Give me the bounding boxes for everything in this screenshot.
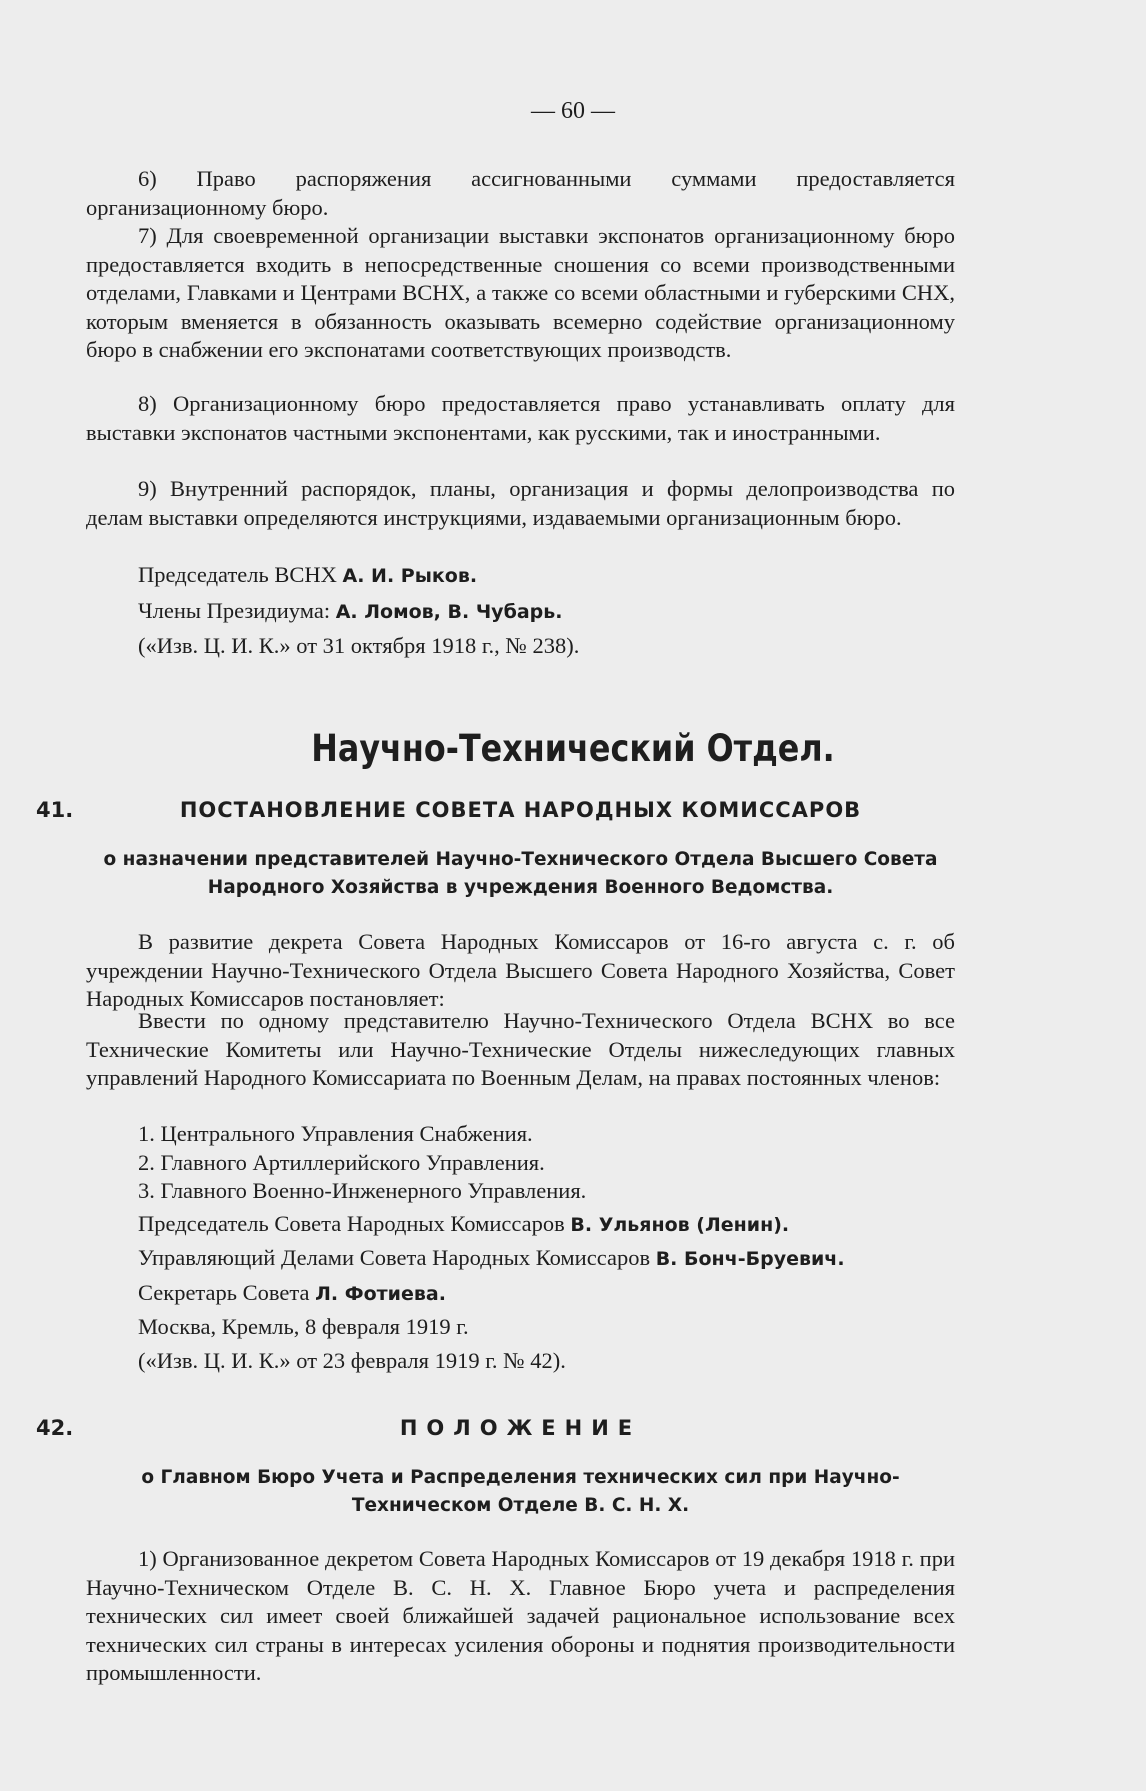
- signature-chair: [138, 561, 477, 590]
- doc41-chair-label: Председатель Совета Народных Комиссаров: [138, 1211, 565, 1236]
- signature-members-names: А. Ломов, В. Чубарь.: [335, 601, 563, 623]
- doc41-signature-secretary: [138, 1279, 446, 1308]
- doc42-number: 42.: [36, 1416, 74, 1440]
- doc41-chair-name: В. Ульянов (Ленин).: [570, 1214, 790, 1236]
- clause-7: 7) Для своевременной организации выставки экспонатов организационному бюро предоставляется входить в непосредственные сношения со всеми производственными отделами, Главками и Центрами ВСНХ, а также со всеми областными и губерскими СНХ, которым вменяется в обязанность оказывать всемерно содействие организационному бюро в снабжении его экспонатами соответствующих производств.: [86, 223, 955, 362]
- doc41-item-1: 1. Центрального Управления Снабжения.: [138, 1121, 533, 1146]
- doc41-secretary-label: Секретарь Совета: [138, 1280, 310, 1305]
- section-heading: Научно-Технический Отдел.: [311, 727, 835, 770]
- doc41-item-3: 3. Главного Военно-Инженерного Управления.: [138, 1178, 587, 1203]
- signature-chair-name: А. И. Рыков.: [342, 565, 478, 587]
- clause-6: 6) Право распоряжения ассигнованными суммами предоставляется организационному бюро.: [86, 166, 955, 220]
- clause-9: 9) Внутренний распорядок, планы, организация и формы делопроизводства по делам выставки определяются инструкциями, издаваемыми организационным бюро.: [86, 476, 955, 530]
- doc41-manager-name: В. Бонч-Бруевич.: [655, 1248, 845, 1270]
- doc41-number: 41.: [36, 798, 74, 822]
- signature-chair-label: Председатель ВСНХ: [138, 562, 337, 587]
- doc41-source: («Изв. Ц. И. К.» от 23 февраля 1919 г. № 42).: [138, 1348, 566, 1373]
- doc42-subtitle: о Главном Бюро Учета и Распределения технических сил при Научно-Техническом Отделе В. С. Н. Х.: [141, 1467, 900, 1516]
- source-citation-1: («Изв. Ц. И. К.» от 31 октября 1918 г., № 238).: [138, 633, 580, 658]
- doc41-item-2: 2. Главного Артиллерийского Управления.: [138, 1150, 545, 1175]
- doc42-para-1: 1) Организованное декретом Совета Народных Комиссаров от 19 декабря 1918 г. при Научно-Техническом Отделе В. С. Н. Х. Главное Бюро учета и распределения технических сил имеет своей ближайшей задачей рациональное использование всех технических сил страны в интересах усиления обороны и поднятия производительности промышленности.: [86, 1546, 955, 1685]
- doc41-title: ПОСТАНОВЛЕНИЕ СОВЕТА НАРОДНЫХ КОМИССАРОВ: [179, 798, 862, 822]
- doc42-title: ПОЛОЖЕНИЕ: [399, 1416, 642, 1440]
- doc41-subtitle: о назначении представителей Научно-Технического Отдела Высшего Совета Народного Хозяйства в учреждения Военного Ведомства.: [103, 849, 938, 898]
- doc41-place-date: Москва, Кремль, 8 февраля 1919 г.: [138, 1314, 469, 1339]
- page-number: — 60 —: [531, 98, 615, 124]
- signature-members-label: Члены Президиума:: [138, 598, 331, 623]
- doc41-manager-label: Управляющий Делами Совета Народных Комиссаров: [138, 1245, 651, 1270]
- clause-8: 8) Организационному бюро предоставляется право устанавливать оплату для выставки экспонатов частными экспонентами, как русскими, так и иностранными.: [86, 391, 955, 445]
- signature-members: [138, 597, 563, 626]
- doc41-para-2: Ввести по одному представителю Научно-Технического Отдела ВСНХ во все Технические Комитеты или Научно-Технические Отделы нижеследующих главных управлений Народного Комиссариата по Военным Делам, на правах постоянных членов:: [86, 1008, 955, 1090]
- doc41-secretary-name: Л. Фотиева.: [315, 1283, 446, 1305]
- doc41-signature-manager: [138, 1244, 845, 1273]
- doc41-para-1: В развитие декрета Совета Народных Комиссаров от 16-го августа с. г. об учреждении Научно-Технического Отдела Высшего Совета Народного Хозяйства, Совет Народных Комиссаров постановляет:: [86, 929, 955, 1011]
- doc41-signature-chair: [138, 1210, 789, 1239]
